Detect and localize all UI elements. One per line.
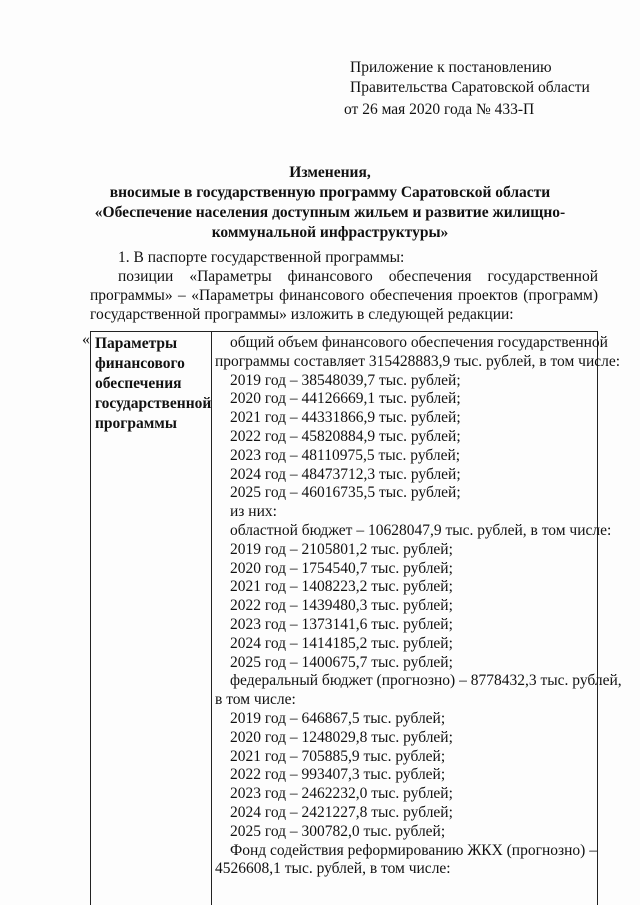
intro-item-2: позиции «Параметры финансового обеспечения государственной программы» – «Параметры финансового обеспечения проектов (программ) государственной программы» изложить в следующей редакции: — [90, 268, 598, 323]
regional-year-row: 2022 год – 1439480,3 тыс. рублей; — [230, 597, 453, 615]
title-line-2: вносимые в государственную программу Саратовской области — [109, 184, 551, 201]
total-year-row: 2020 год – 44126669,1 тыс. рублей; — [230, 390, 461, 408]
federal-year-row: 2023 год – 2462232,0 тыс. рублей; — [230, 785, 453, 803]
total-year-row: 2023 год – 48110975,5 тыс. рублей; — [230, 446, 461, 464]
total-year-row: 2024 год – 48473712,3 тыс. рублей; — [230, 465, 461, 483]
fund-line-1: Фонд содействия реформированию ЖКХ (прогнозно) – — [230, 841, 597, 859]
total-year-row: 2021 год – 44331866,9 тыс. рублей; — [230, 409, 461, 427]
federal-year-row: 2019 год – 646867,5 тыс. рублей; — [230, 709, 446, 727]
regional-year-row: 2024 год – 1414185,2 тыс. рублей; — [230, 634, 453, 652]
total-year-row: 2022 год – 45820884,9 тыс. рублей; — [230, 427, 461, 445]
federal-year-row: 2022 год – 993407,3 тыс. рублей; — [230, 766, 446, 784]
federal-year-row: 2024 год – 2421227,8 тыс. рублей; — [230, 803, 453, 821]
federal-budget-header-2: в том числе: — [215, 691, 296, 709]
federal-budget-header-1: федеральный бюджет (прогнозно) – 8778432,3 тыс. рублей, — [230, 672, 622, 690]
appendix-date-line: от 26 мая 2020 года № 433-П — [344, 101, 535, 118]
table-value-cell — [215, 334, 622, 879]
regional-year-row: 2021 год – 1408223,2 тыс. рублей; — [230, 578, 453, 596]
financing-table — [90, 331, 622, 905]
appendix-header — [344, 58, 590, 120]
appendix-line-2: Правительства Саратовской области — [350, 79, 590, 96]
label-line: обеспечения — [95, 375, 182, 392]
regional-budget-header: областной бюджет – 10628047,9 тыс. рублей, в том числе: — [230, 521, 612, 539]
of-them-line: из них: — [230, 503, 277, 521]
federal-year-row: 2025 год – 300782,0 тыс. рублей; — [230, 822, 446, 840]
federal-year-row: 2021 год – 705885,9 тыс. рублей; — [230, 747, 446, 765]
regional-year-row: 2020 год – 1754540,7 тыс. рублей; — [230, 559, 453, 577]
table-label-cell — [95, 334, 211, 434]
label-line: программы — [95, 415, 177, 432]
column-divider — [211, 332, 212, 905]
regional-year-row: 2023 год – 1373141,6 тыс. рублей; — [230, 615, 453, 633]
appendix-line-1: Приложение к постановлению — [350, 59, 552, 76]
title-line-1: Изменения, — [289, 164, 371, 181]
total-line-1: общий объем финансового обеспечения государственной — [230, 334, 608, 351]
label-line: Параметры — [95, 335, 178, 352]
label-line: государственной — [95, 395, 212, 412]
title-line-3: «Обеспечение населения доступным жильем и развитие жилищно- — [94, 204, 566, 221]
intro-item-1: 1. В паспорте государственной программы: — [118, 249, 405, 266]
regional-year-row: 2025 год – 1400675,7 тыс. рублей; — [230, 653, 453, 671]
intro-text — [90, 248, 598, 324]
total-year-row: 2025 год – 46016735,5 тыс. рублей; — [230, 484, 461, 502]
opening-quote: « — [82, 331, 90, 348]
title-line-4: коммунальной инфраструктуры» — [211, 224, 449, 241]
label-line: финансового — [95, 355, 185, 372]
federal-year-row: 2020 год – 1248029,8 тыс. рублей; — [230, 728, 453, 746]
total-year-row: 2019 год – 38548039,7 тыс. рублей; — [230, 371, 461, 389]
fund-line-2: 4526608,1 тыс. рублей, в том числе: — [215, 860, 451, 878]
document-title — [60, 163, 600, 243]
regional-year-row: 2019 год – 2105801,2 тыс. рублей; — [230, 540, 453, 558]
total-line-2: программы составляет 315428883,9 тыс. рублей, в том числе: — [215, 352, 621, 370]
